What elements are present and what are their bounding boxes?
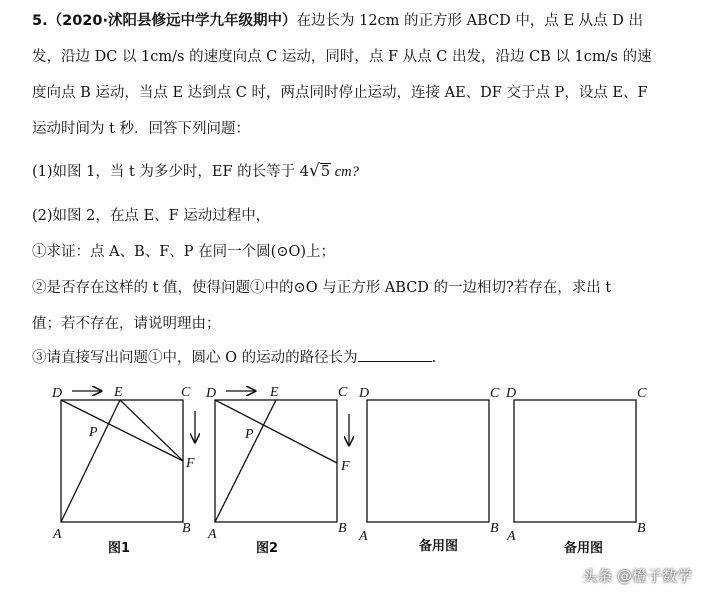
figure-4-label-B: B — [637, 521, 646, 536]
figure-1 — [61, 391, 195, 522]
figure-1-label-A: A — [53, 527, 62, 542]
figure-4-labels — [505, 386, 647, 556]
figure-2-line-DF — [215, 400, 337, 463]
figure-2 — [215, 391, 349, 522]
problem-line-2: 发，沿边 DC 以 1cm/s 的速度向点 C 运动，同时，点 F 从点 C 出发，沿边 CB 以 1cm/s 的速 — [32, 49, 652, 65]
problem-source: （2020·沭阳县修远中学九年级期中） — [47, 13, 297, 29]
question-2-2b: 值；若不存在，请说明理由； — [32, 316, 221, 332]
figure-4-caption: 备用图 — [564, 541, 604, 556]
question-1-prefix: (1)如图 1，当 t 为多少时，EF 的长等于 4 — [32, 164, 310, 180]
figure-3-label-B: B — [490, 521, 499, 536]
figure-3-labels — [358, 386, 500, 554]
watermark: 头条 @橙子数学 — [582, 567, 692, 585]
figure-4-label-D: D — [506, 386, 517, 401]
figure-3-caption: 备用图 — [419, 539, 459, 554]
figure-2-label-B: B — [338, 521, 347, 536]
figure-3-square — [367, 400, 489, 522]
sqrt-symbol: √ — [309, 161, 320, 181]
question-2-1: ①求证：点 A、B、F、P 在同一个圆(⊙O)上； — [32, 244, 336, 260]
sqrt-radicand: 5 — [320, 164, 331, 180]
figure-2-labels — [205, 385, 350, 556]
figure-2-label-P: P — [245, 427, 254, 442]
figure-1-label-E: E — [114, 385, 123, 400]
problem-number: 5. — [32, 13, 48, 29]
figure-1-square — [61, 400, 183, 522]
figure-2-square — [215, 400, 337, 522]
figure-1-label-C: C — [181, 385, 191, 400]
figure-1-label-D: D — [52, 386, 63, 401]
figure-2-label-D: D — [206, 386, 217, 401]
figure-1-label-F: F — [186, 456, 195, 471]
figure-1-label-B: B — [182, 521, 191, 536]
question-1-suffix: cm? — [331, 164, 359, 180]
figure-1-line-DF — [61, 400, 183, 461]
figure-1-label-P: P — [89, 425, 98, 440]
figure-1-caption: 图1 — [108, 541, 131, 556]
question-2-3: ③请直接写出问题①中，圆心 O 的运动的路径长为 . — [32, 350, 437, 366]
figure-4-square — [514, 400, 636, 522]
question-2: (2)如图 2，在点 E、F 运动过程中， — [32, 208, 271, 224]
figure-2-line-AE — [215, 400, 276, 522]
question-2-3-text: ③请直接写出问题①中，圆心 O 的运动的路径长为 — [32, 350, 358, 366]
figure-3-label-D: D — [359, 386, 370, 401]
figure-2-label-F: F — [341, 459, 350, 474]
figure-1-line-AE — [61, 400, 120, 522]
figure-4-label-A: A — [507, 529, 516, 544]
figure-3 — [367, 400, 489, 522]
figure-2-caption: 图2 — [256, 541, 279, 556]
problem-line-3: 度向点 B 运动，当点 E 达到点 C 时，两点同时停止运动，连接 AE、DF 交于点 P，设点 E、F — [32, 85, 648, 101]
figure-2-label-A: A — [208, 527, 217, 542]
figure-4-label-C: C — [637, 386, 647, 401]
figure-1-labels — [51, 385, 195, 556]
figure-1-line-EF — [120, 400, 183, 461]
figure-3-label-A: A — [359, 529, 368, 544]
figure-3-label-C: C — [490, 386, 500, 401]
figure-2-label-E: E — [270, 385, 279, 400]
question-2-2a: ②是否存在这样的 t 值，使得问题①中的⊙O 与正方形 ABCD 的一边相切?若存在，求出 t — [32, 280, 612, 296]
figure-2-label-C: C — [338, 385, 348, 400]
problem-line-1-rest: 在边长为 12cm 的正方形 ABCD 中，点 E 从点 D 出 — [296, 13, 644, 29]
problem-line-4: 运动时间为 t 秒．回答下列问题： — [32, 121, 251, 137]
figure-4 — [514, 400, 636, 522]
